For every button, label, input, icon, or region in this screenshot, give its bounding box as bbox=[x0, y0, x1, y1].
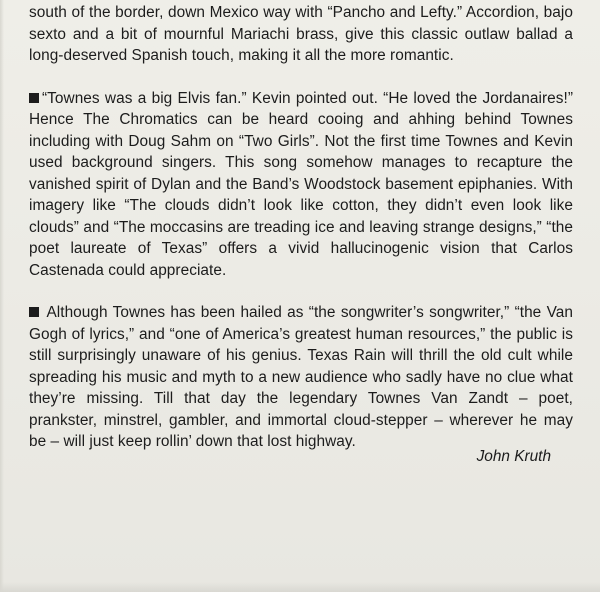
author-signature: John Kruth bbox=[476, 448, 551, 465]
liner-notes-body bbox=[29, 2, 573, 474]
paragraph-1 bbox=[29, 2, 573, 67]
paragraph-3-text: Although Townes has been hailed as “the songwriter’s songwriter,” “the Van Gogh of lyrics,” and “one of America’s greatest human resources,” the public is still surprisingly unaware of his genius. Texas Rain will thrill the old cult while spreading his music and myth to a new audience who sadly have no clue what they’re missing. Till that day the legendary Townes Van Zandt – poet, prankster, minstrel, gambler, and immortal cloud-stepper – wherever he may be – will just keep rollin’ down that lost highway. bbox=[29, 304, 573, 450]
page-left-edge-shadow bbox=[0, 0, 4, 592]
square-bullet-icon bbox=[29, 307, 39, 317]
paragraph-2-text: “Townes was a big Elvis fan.” Kevin pointed out. “He loved the Jordanaires!” Hence The Chromatics can be heard cooing and ahhing behind Townes including with Doug Sahm on “Two Girls”. Not the first time Townes and Kevin used background singers. This song somehow manages to recapture the vanished spirit of Dylan and the Band’s Woodstock basement epiphanies. With imagery like “The clouds didn’t look like cotton, they didn’t even look like clouds” and “The moccasins are treading ice and leaving strange designs,” “the poet laureate of Texas” offers a vivid hallucinogenic vision that Carlos Castenada could appreciate. bbox=[29, 89, 573, 279]
square-bullet-icon bbox=[29, 93, 39, 103]
paragraph-2 bbox=[29, 88, 573, 282]
paragraph-3 bbox=[29, 302, 573, 453]
page-bottom-edge-shadow bbox=[0, 582, 600, 592]
paragraph-1-text: south of the border, down Mexico way with “Pancho and Lefty.” Accordion, bajo sexto and a bit of mournful Mariachi brass, give this classic outlaw ballad a long-deserved Spanish touch, making it all the more romantic. bbox=[29, 4, 573, 64]
